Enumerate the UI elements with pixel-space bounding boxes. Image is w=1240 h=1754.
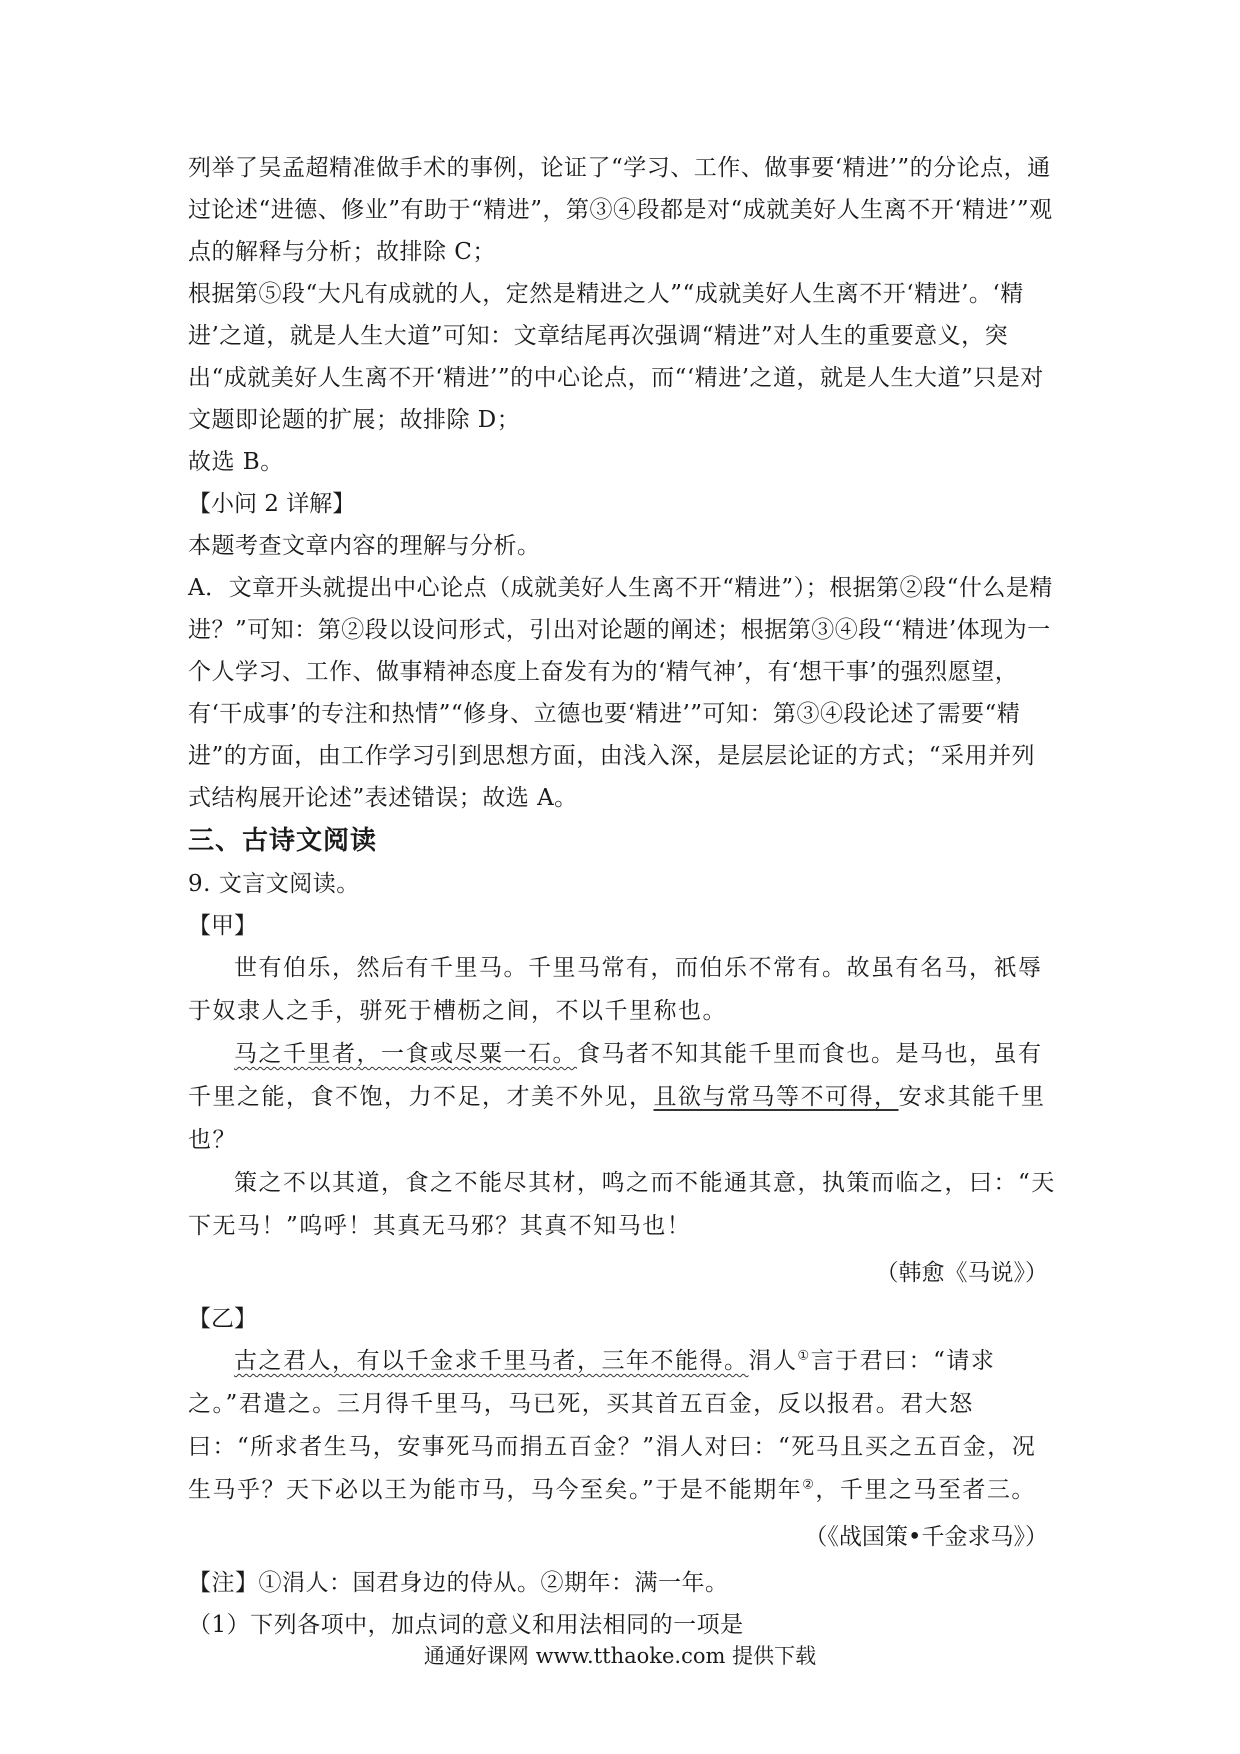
footnote-marker-1: ① (797, 1348, 811, 1364)
passage-text: 安求其能千里也？ (188, 1084, 1046, 1153)
passage-text: 食马者不知其能千里而食也。是马也，虽有千里之能，食不饱，力不足，才美不外见， (188, 1041, 1043, 1110)
question-9-stem: 9. 文言文阅读。 (188, 871, 360, 897)
passage-jia-paragraph-3: 策之不以其道，食之不能尽其材，鸣之而不能通其意，执策而临之，曰：“天下无马！”呜呼！其真无马邪？其真不知马也！ (188, 1170, 1056, 1239)
analysis-intro: 本题考查文章内容的理解与分析。 (188, 533, 541, 559)
page-content (188, 147, 1058, 1646)
analysis-paragraph-1: 列举了吴孟超精准做手术的事例，论证了“学习、工作、做事要‘精进’”的分论点，通过论述“进德、修业”有助于“精进”，第③④段都是对“成就美好人生离不开‘精进’”观点的解释与分析；故排除 C； (188, 155, 1053, 265)
passage-jia-paragraph-2 (188, 1033, 1058, 1162)
wavy-underlined-sentence: 古之君人，有以千金求千里马者，三年不能得。 (234, 1348, 749, 1374)
wavy-underlined-sentence: 马之千里者，一食或尽粟一石。 (234, 1041, 577, 1067)
section-title: 三、古诗文阅读 (188, 826, 378, 856)
passage-jia-source: （韩愈《马说》） (875, 1260, 1048, 1286)
sub-question-1: （1）下列各项中，加点词的意义和用法相同的一项是 (188, 1612, 744, 1638)
passage-text: 涓人 (748, 1348, 798, 1374)
sub-question-2-heading: 【小问 2 详解】 (188, 491, 356, 517)
analysis-paragraph-2: 根据第⑤段“大凡有成就的人，定然是精进之人”“成就美好人生离不开‘精进’。‘精进’之道，就是人生大道”可知：文章结尾再次强调“精进”对人生的重要意义，突出“成就美好人生离不开‘精进’”的中心论点，而“‘精进’之道，就是人生大道”只是对文题即论题的扩展；故排除 D； (188, 281, 1044, 433)
analysis-conclusion: 故选 B。 (188, 449, 284, 475)
footnote-marker-2: ② (802, 1477, 816, 1493)
passage-yi-source: （《战国策•千金求马》） (804, 1524, 1048, 1550)
underlined-sentence: 且欲与常马等不可得， (653, 1084, 899, 1110)
passage-jia-paragraph-1: 世有伯乐，然后有千里马。千里马常有，而伯乐不常有。故虽有名马，祇辱于奴隶人之手，骈死于槽枥之间，不以千里称也。 (188, 955, 1043, 1024)
passage-text: 言于君曰：“请求之。”君遣之。三月得千里马，马已死，买其首五百金，反以报君。君大怒曰：“所求者生马，安事死马而捐五百金？”涓人对曰：“死马且买之五百金，况生马乎？天下必以王为能市马，马今至矣。”于是不能期年 (188, 1348, 1037, 1503)
passage-yi-paragraph (188, 1340, 1058, 1512)
passage-yi-label: 【乙】 (188, 1306, 257, 1332)
passage-text: ，千里之马至者三。 (815, 1477, 1036, 1503)
passage-jia-label: 【甲】 (188, 913, 257, 939)
footnote: 【注】①涓人：国君身边的侍从。②期年：满一年。 (188, 1570, 729, 1596)
page-footer: 通通好课网 www.tthaoke.com 提供下载 (423, 1644, 817, 1668)
analysis-option-a: A．文章开头就提出中心论点（成就美好人生离不开“精进”）；根据第②段“什么是精进？”可知：第②段以设问形式，引出对论题的阐述；根据第③④段“‘精进’体现为一个人学习、工作、做事精神态度上奋发有为的‘精气神’，有‘想干事’的强烈愿望，有‘干成事’的专注和热情”“修身、立德也要‘精进’”可知：第③④段论述了需要“精进”的方面，由工作学习引到思想方面，由浅入深，是层层论证的方式；“采用并列式结构展开论述”表述错误；故选 A。 (188, 575, 1053, 811)
